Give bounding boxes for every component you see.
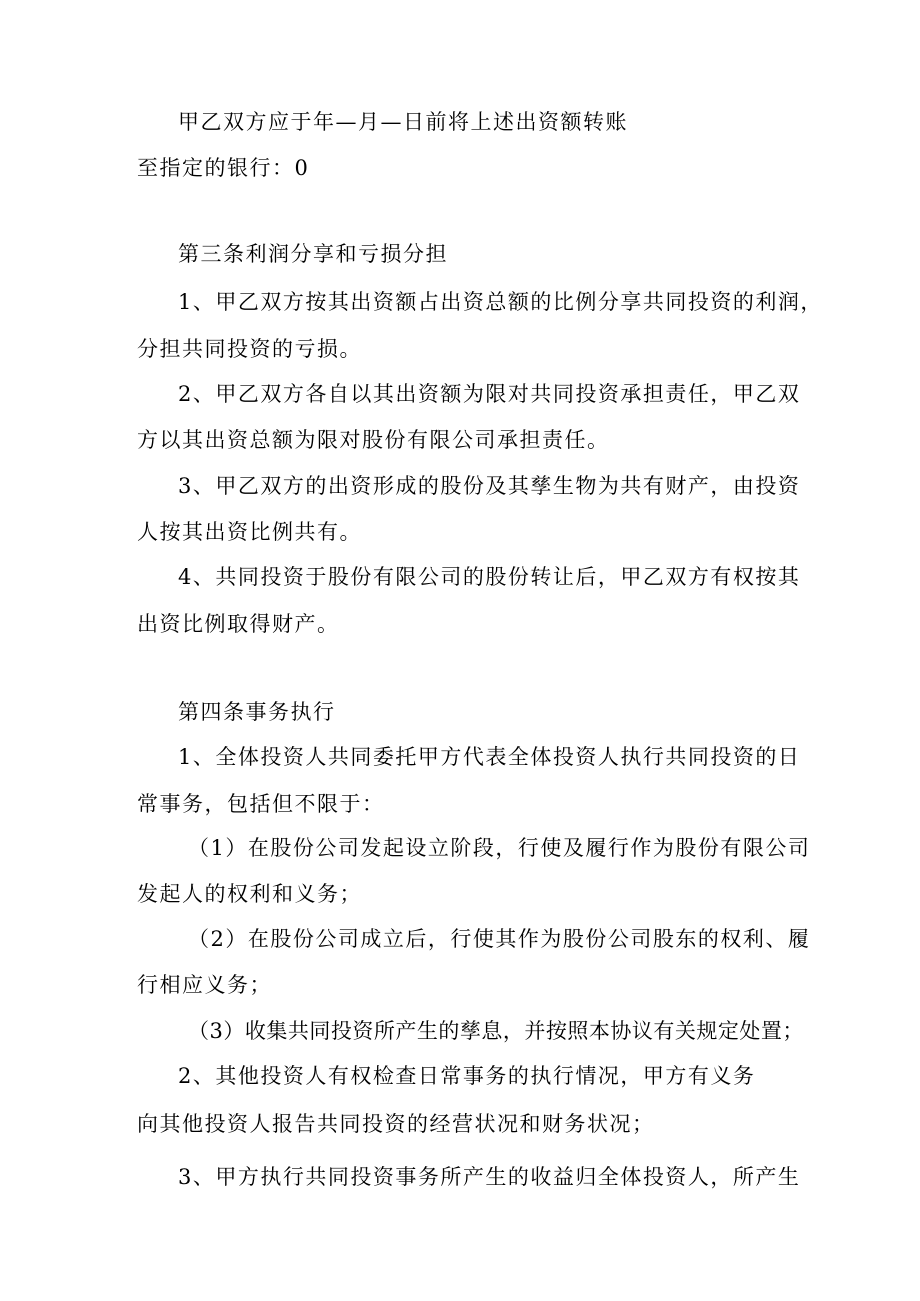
paragraph-line: 3、甲方执行共同投资事务所产生的收益归全体投资人，所产生 (178, 1165, 801, 1189)
paragraph-line: 发起人的权利和义务； (137, 882, 362, 906)
section-heading: 第四条事务执行 (178, 700, 336, 724)
paragraph-line: 出资比例取得财产。 (137, 612, 340, 636)
paragraph-line: （1）在股份公司发起设立阶段，行使及履行作为股份有限公司 (188, 836, 811, 860)
paragraph-line: 2、甲乙双方各自以其出资额为限对共同投资承担责任，甲乙双 (178, 382, 801, 406)
paragraph-line: 分担共同投资的亏损。 (137, 337, 362, 361)
paragraph-line: 1、全体投资人共同委托甲方代表全体投资人执行共同投资的日 (178, 745, 801, 769)
paragraph-line: 2、其他投资人有权检查日常事务的执行情况，甲方有义务 (178, 1064, 756, 1088)
paragraph-line: （2）在股份公司成立后，行使其作为股份公司股东的权利、履 (188, 927, 811, 951)
paragraph-line: 方以其出资总额为限对股份有限公司承担责任。 (137, 428, 610, 452)
paragraph-line: 至指定的银行：0 (137, 156, 310, 180)
paragraph-line: 常事务，包括但不限于： (137, 792, 385, 816)
paragraph-line: 甲乙双方应于年—月—日前将上述出资额转账 (178, 110, 628, 134)
paragraph-line: 3、甲乙双方的出资形成的股份及其孳生物为共有财产，由投资 (178, 474, 801, 498)
paragraph-line: 行相应义务； (137, 973, 272, 997)
paragraph-line: 人按其出资比例共有。 (137, 520, 362, 544)
paragraph-line: 1、甲乙双方按其出资额占出资总额的比例分享共同投资的利润， (178, 290, 823, 314)
paragraph-line: （3）收集共同投资所产生的孳息，并按照本协议有关规定处置； (188, 1019, 804, 1043)
paragraph-line: 向其他投资人报告共同投资的经营状况和财务状况； (137, 1112, 655, 1136)
paragraph-line: 4、共同投资于股份有限公司的股份转让后，甲乙双方有权按其 (178, 565, 801, 589)
section-heading: 第三条利润分享和亏损分担 (178, 242, 448, 266)
